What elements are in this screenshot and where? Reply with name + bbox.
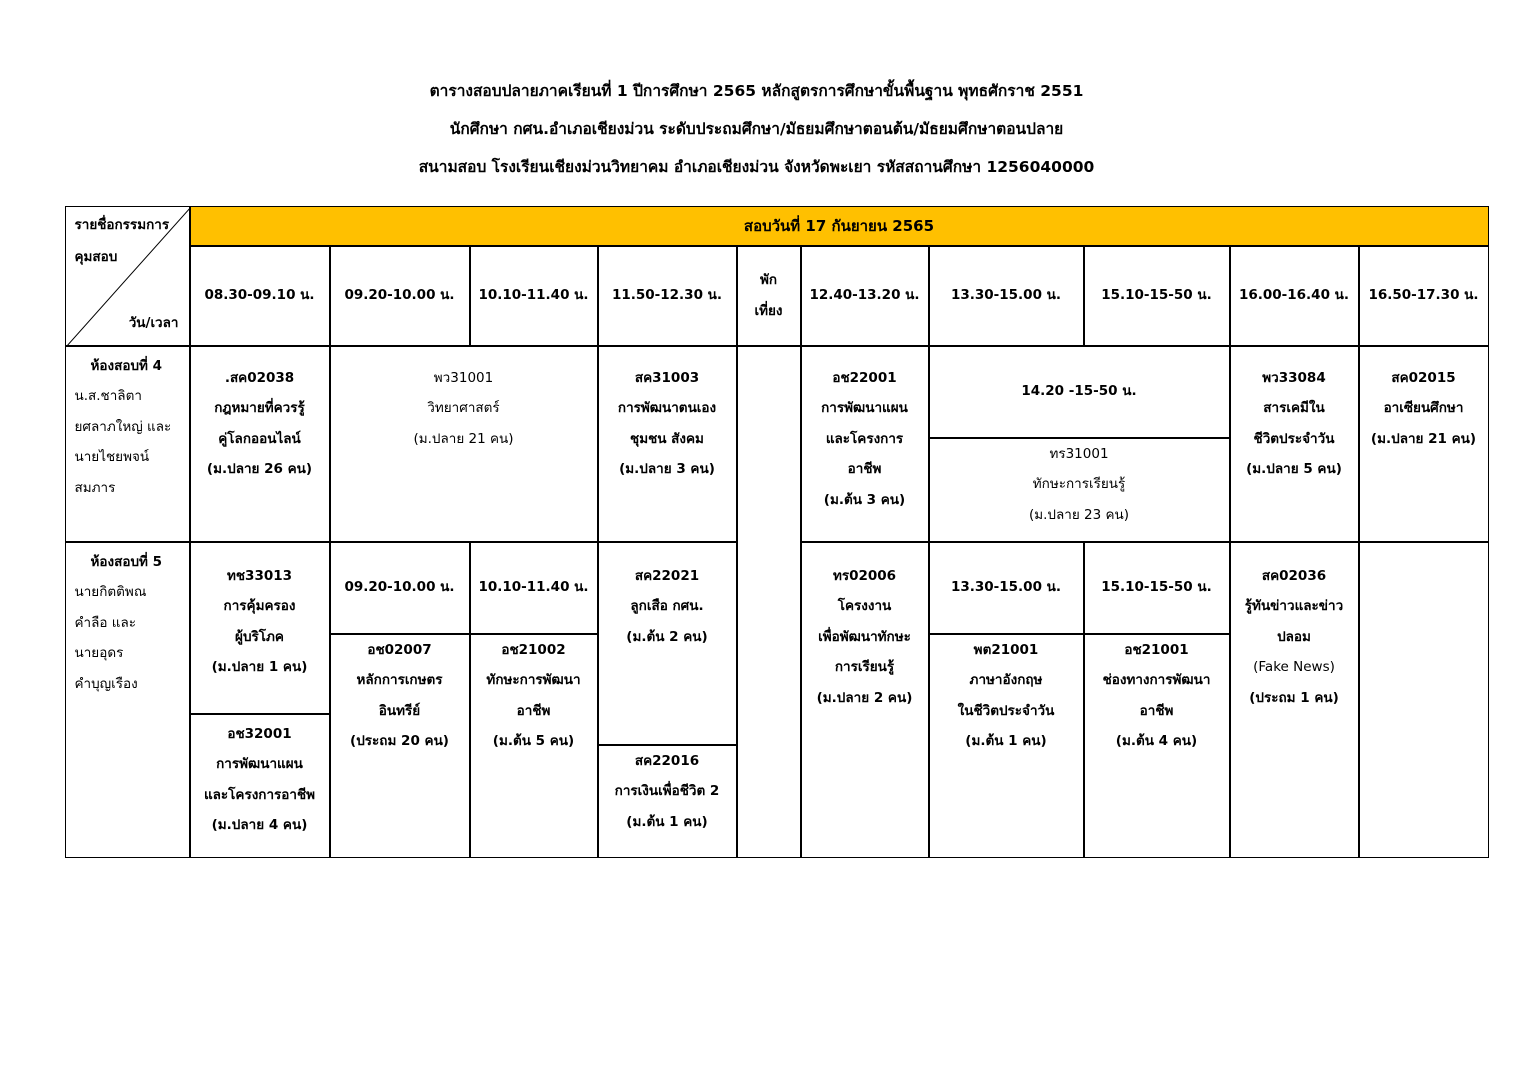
- room-4-exam-och22001: อช22001 การพัฒนาแผน และโครงการ อาชีพ (ม.ต้น 3 คน): [801, 346, 929, 542]
- room-4-exam-sk02038: .สค02038 กฎหมายที่ควรรู้ คู่โลกออนไลน์ (ม.ปลาย 26 คน): [190, 346, 330, 542]
- room-5-exam-och32001: อช32001 การพัฒนาแผน และโครงการอาชีพ (ม.ปลาย 4 คน): [190, 714, 330, 858]
- room-4-exam-pw31001: พว31001 วิทยาศาสตร์ (ม.ปลาย 21 คน): [330, 346, 598, 542]
- title-line-2: นักศึกษา กศน.อำเภอเชียงม่วน ระดับประถมศึกษา/มัธยมศึกษาตอนต้น/มัธยมศึกษาตอนปลาย: [449, 120, 1064, 138]
- room-5-title: ห้องสอบที่ 5: [90, 553, 163, 570]
- title-line-1: ตารางสอบปลายภาคเรียนที่ 1 ปีการศึกษา 2565 หลักสูตรการศึกษาขั้นพื้นฐาน พุทธศักราช 2551: [429, 82, 1084, 100]
- time-slot-6: 12.40-13.20 น.: [801, 246, 929, 346]
- room-5-exam-tr02006: ทร02006 โครงงาน เพื่อพัฒนาทักษะ การเรียนรู้ (ม.ปลาย 2 คน): [801, 542, 929, 858]
- time-slot-9: 16.00-16.40 น.: [1230, 246, 1359, 346]
- document-titles: [0, 78, 1513, 192]
- date-time-label: วัน/เวลา: [128, 314, 179, 331]
- room-5-empty-cell: [1359, 542, 1489, 858]
- room-5-exam-och21002: อช21002 ทักษะการพัฒนา อาชีพ (ม.ต้น 5 คน): [470, 634, 598, 858]
- proctor-list-label: รายชื่อกรรมการ คุมสอบ: [74, 216, 170, 265]
- lunch-break-header: พัก เที่ยง: [737, 246, 801, 346]
- room-5-exam-och02007: อช02007 หลักการเกษตร อินทรีย์ (ประถม 20 คน): [330, 634, 470, 858]
- room-5-time-1510-1550: 15.10-15-50 น.: [1084, 542, 1230, 634]
- room-4-cell: [65, 346, 190, 542]
- corner-header-cell: [65, 206, 190, 346]
- time-slot-3: 10.10-11.40 น.: [470, 246, 598, 346]
- room-4-proctor: สมภาร: [74, 479, 116, 496]
- room-5-time-1330-1500: 13.30-15.00 น.: [929, 542, 1084, 634]
- room-5-exam-sk22021: สค22021 ลูกเสือ กศน. (ม.ต้น 2 คน): [598, 542, 737, 745]
- time-slot-4: 11.50-12.30 น.: [598, 246, 737, 346]
- room-5-time-0920-1000: 09.20-10.00 น.: [330, 542, 470, 634]
- room-4-proctor: น.ส.ชาลิตา: [74, 388, 142, 404]
- exam-date-header: สอบวันที่ 17 กันยายน 2565: [190, 206, 1489, 246]
- room-5-proctor: คำบุญเรือง: [74, 675, 138, 692]
- room-4-exam-sk02015: สค02015 อาเซียนศึกษา (ม.ปลาย 21 คน): [1359, 346, 1489, 542]
- time-slot-2: 09.20-10.00 น.: [330, 246, 470, 346]
- room-4-exam-pw33084: พว33084 สารเคมีใน ชีวิตประจำวัน (ม.ปลาย 5 คน): [1230, 346, 1359, 542]
- title-line-3: สนามสอบ โรงเรียนเชียงม่วนวิทยาคม อำเภอเชียงม่วน จังหวัดพะเยา รหัสสถานศึกษา 1256040000: [418, 158, 1095, 176]
- room-4-proctor: นายไชยพจน์: [74, 449, 150, 465]
- room-5-cell: [65, 542, 190, 858]
- room-4-proctor: ยศลาภใหญ่ และ: [74, 418, 172, 435]
- time-slot-10: 16.50-17.30 น.: [1359, 246, 1489, 346]
- room-5-exam-och21001: อช21001 ช่องทางการพัฒนา อาชีพ (ม.ต้น 4 คน): [1084, 634, 1230, 858]
- room-4-title: ห้องสอบที่ 4: [90, 357, 163, 374]
- time-slot-8: 15.10-15-50 น.: [1084, 246, 1230, 346]
- lunch-break-column: [737, 346, 801, 858]
- room-4-exam-sk31003: สค31003 การพัฒนาตนเอง ชุมชน สังคม (ม.ปลาย 3 คน): [598, 346, 737, 542]
- room-4-exam-tr31001: ทร31001 ทักษะการเรียนรู้ (ม.ปลาย 23 คน): [929, 438, 1230, 542]
- room-4-time-1420-1550: 14.20 -15-50 น.: [929, 346, 1230, 438]
- room-5-exam-sk22016: สค22016 การเงินเพื่อชีวิต 2 (ม.ต้น 1 คน): [598, 745, 737, 858]
- room-5-exam-pt21001: พต21001 ภาษาอังกฤษ ในชีวิตประจำวัน (ม.ต้น 1 คน): [929, 634, 1084, 858]
- room-5-exam-tch33013: ทช33013 การคุ้มครอง ผู้บริโภค (ม.ปลาย 1 คน): [190, 542, 330, 714]
- room-5-time-1010-1140: 10.10-11.40 น.: [470, 542, 598, 634]
- room-5-proctor: คำลือ และ: [74, 614, 137, 631]
- room-5-proctor: นายอุดร: [74, 645, 124, 661]
- room-5-proctor: นายกิตติพณ: [74, 584, 147, 600]
- time-slot-1: 08.30-09.10 น.: [190, 246, 330, 346]
- time-slot-7: 13.30-15.00 น.: [929, 246, 1084, 346]
- room-5-exam-sk02036: สค02036 รู้ทันข่าวและข่าว ปลอม (Fake News) (ประถม 1 คน): [1230, 542, 1359, 858]
- exam-schedule-table: [65, 206, 1489, 858]
